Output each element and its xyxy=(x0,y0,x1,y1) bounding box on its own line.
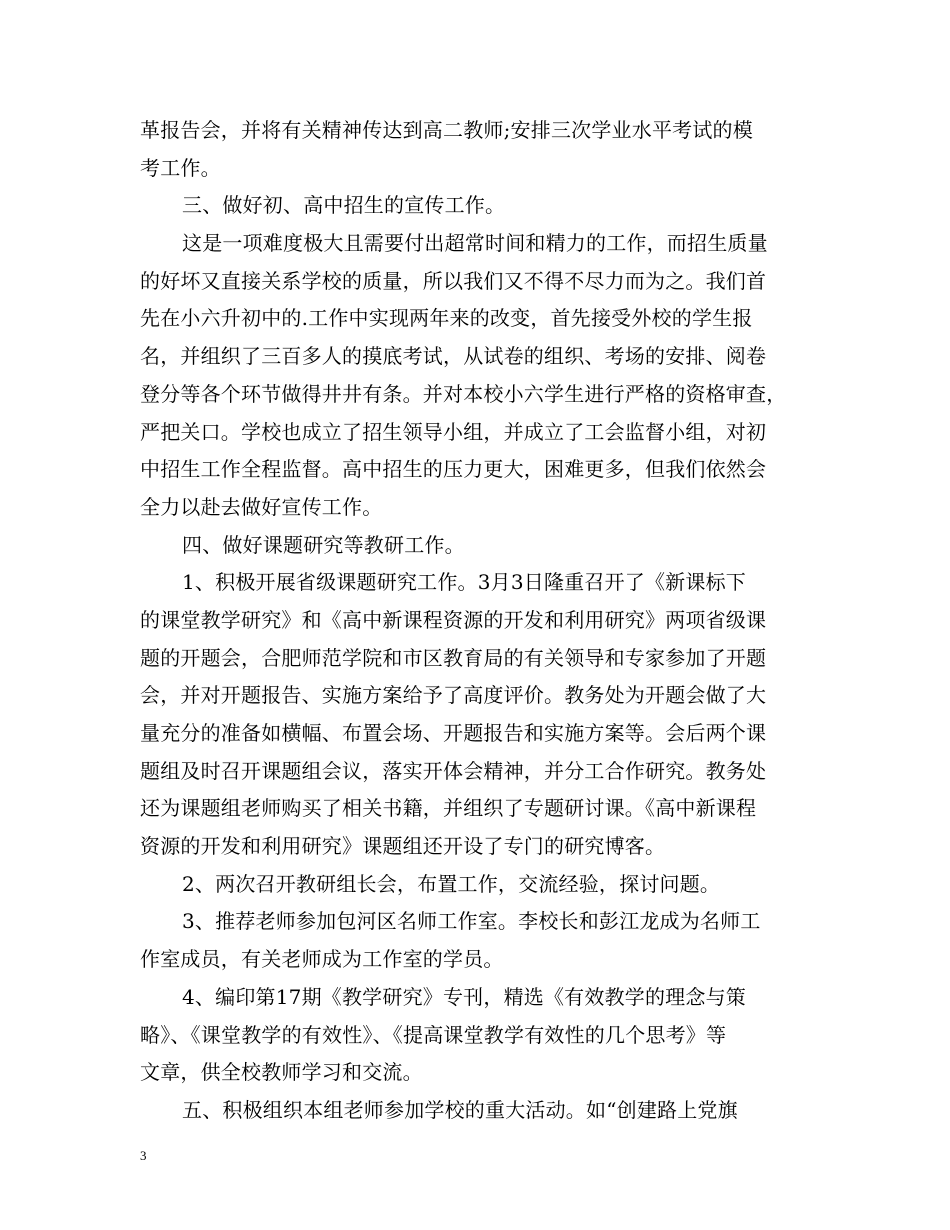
text-line: 严把关口。学校也成立了招生领导小组，并成立了工会监督小组，对初 xyxy=(140,419,767,444)
text-line: 3、推荐老师参加包河区名师工作室。李校长和彭江龙成为名师工 xyxy=(182,909,761,934)
text-line: 作室成员，有关老师成为工作室的学员。 xyxy=(140,947,504,972)
text-line: 五、积极组织本组老师参加学校的重大活动。如“创建路上党旗 xyxy=(182,1097,738,1122)
text-line: 题的开题会，合肥师范学院和市区教育局的有关领导和专家参加了开题 xyxy=(140,645,767,670)
text-line: 考工作。 xyxy=(140,155,221,180)
text-line: 还为课题组老师购买了相关书籍，并组织了专题研讨课。《高中新课程 xyxy=(140,796,757,821)
text-line: 会，并对开题报告、实施方案给予了高度评价。教务处为开题会做了大 xyxy=(140,683,767,708)
body-text xyxy=(140,112,820,1130)
text-line: 题组及时召开课题组会议，落实开体会精神，并分工合作研究。教务处 xyxy=(140,758,767,783)
text-line: 2、两次召开教研组长会，布置工作，交流经验，探讨问题。 xyxy=(182,871,721,896)
text-line: 这是一项难度极大且需要付出超常时间和精力的工作，而招生质量 xyxy=(182,231,768,256)
text-line: 量充分的准备如横幅、布置会场、开题报告和实施方案等。会后两个课 xyxy=(140,721,767,745)
text-line: 全力以赴去做好宣传工作。 xyxy=(140,494,383,519)
text-line: 革报告会，并将有关精神传达到高二教师;安排三次学业水平考试的模 xyxy=(140,118,753,142)
text-line: 名，并组织了三百多人的摸底考试，从试卷的组织、考场的安排、阅卷 xyxy=(140,344,767,369)
text-line: 的课堂教学研究》和《高中新课程资源的开发和利用研究》两项省级课 xyxy=(140,607,767,632)
text-line: 4、编印第17期《教学研究》专刊，精选《有效教学的理念与策 xyxy=(182,984,746,1009)
page-number: 3 xyxy=(140,1148,147,1163)
text-line: 文章，供全校教师学习和交流。 xyxy=(140,1060,423,1085)
text-line: 三、做好初、高中招生的宣传工作。 xyxy=(182,193,506,218)
text-line: 中招生工作全程监督。高中招生的压力更大，困难更多，但我们依然会 xyxy=(140,457,767,482)
text-line: 四、做好课题研究等教研工作。 xyxy=(182,532,465,557)
text-line: 资源的开发和利用研究》课题组还开设了专门的研究博客。 xyxy=(140,834,666,859)
text-line: 1、积极开展省级课题研究工作。3月3日隆重召开了《新课标下 xyxy=(182,570,746,595)
text-line: 登分等各个环节做得井井有条。并对本校小六学生进行严格的资格审查， xyxy=(140,381,787,406)
text-line: 略》、《课堂教学的有效性》、《提高课堂教学有效性的几个思考》等 xyxy=(140,1022,727,1047)
text-line: 的好坏又直接关系学校的质量，所以我们又不得不尽力而为之。我们首 xyxy=(140,268,767,293)
text-line: 先在小六升初中的.工作中实现两年来的改变，首先接受外校的学生报 xyxy=(140,306,753,331)
